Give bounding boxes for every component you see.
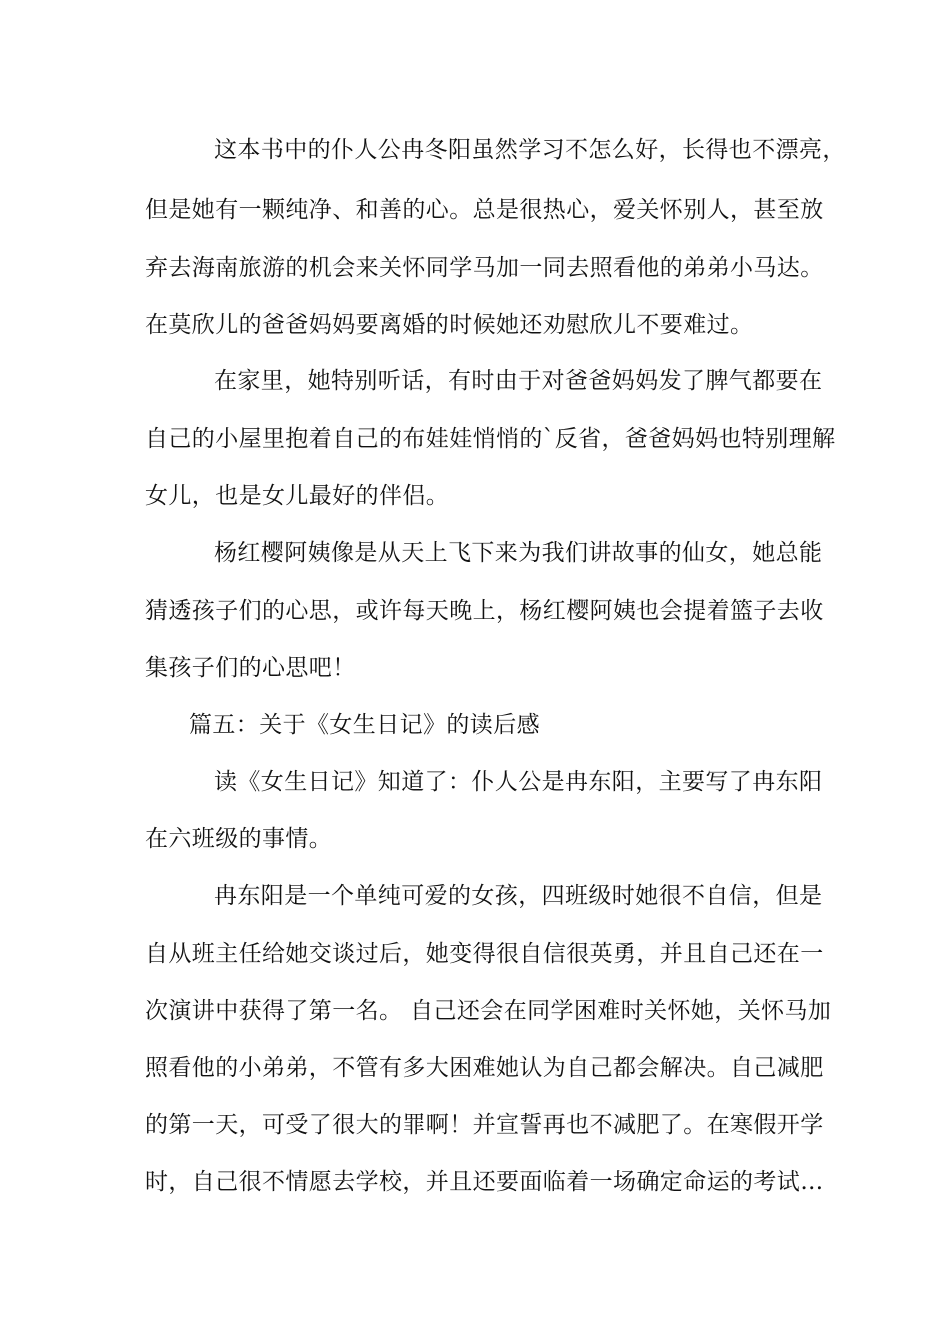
paragraph-2-line-3: 女儿，也是女儿最好的伴侣。 [145, 483, 450, 509]
paragraph-5-line-3: 次演讲中获得了第一名。 自己还会在同学困难时关怀她，关怀马加 [145, 998, 832, 1024]
paragraph-2-line-1: 在家里，她特别听话，有时由于对爸爸妈妈发了脾气都要在 [214, 368, 823, 394]
paragraph-3-line-3: 集孩子们的心思吧！ [145, 655, 356, 681]
paragraph-5-line-5: 的第一天，可受了很大的罪啊！并宣誓再也不减肥了。在寒假开学 [145, 1112, 824, 1138]
paragraph-5-line-2: 自从班主任给她交谈过后，她变得很自信很英勇，并且自己还在一 [145, 941, 824, 967]
paragraph-1-line-3: 弃去海南旅游的机会来关怀同学马加一同去照看他的弟弟小马达。 [145, 255, 824, 281]
paragraph-2-line-2: 自己的小屋里抱着自己的布娃娃悄悄的`反省，爸爸妈妈也特别理解 [145, 426, 836, 452]
paragraph-4-line-2: 在六班级的事情。 [145, 826, 333, 852]
paragraph-1-line-4: 在莫欣儿的爸爸妈妈要离婚的时候她还劝慰欣儿不要难过。 [145, 312, 754, 338]
paragraph-1-line-1: 这本书中的仆人公冉冬阳虽然学习不怎么好，长得也不漂亮， [214, 137, 846, 163]
paragraph-4-line-1: 读《女生日记》知道了：仆人公是冉东阳，主要写了冉东阳 [214, 769, 823, 795]
section-heading: 篇五：关于《女生日记》的读后感 [189, 712, 540, 738]
paragraph-5-line-6: 时，自己很不情愿去学校，并且还要面临着一场确定命运的考试… [145, 1169, 824, 1195]
paragraph-5-line-1: 冉东阳是一个单纯可爱的女孩，四班级时她很不自信，但是 [214, 883, 823, 909]
paragraph-3-line-1: 杨红樱阿姨像是从天上飞下来为我们讲故事的仙女，她总能 [214, 540, 823, 566]
paragraph-1-line-2: 但是她有一颗纯净、和善的心。总是很热心，爱关怀别人，甚至放 [145, 197, 824, 223]
paragraph-3-line-2: 猜透孩子们的心思，或许每天晚上，杨红樱阿姨也会提着篮子去收 [145, 598, 824, 624]
paragraph-5-line-4: 照看他的小弟弟，不管有多大困难她认为自己都会解决。自己减肥 [145, 1055, 824, 1081]
